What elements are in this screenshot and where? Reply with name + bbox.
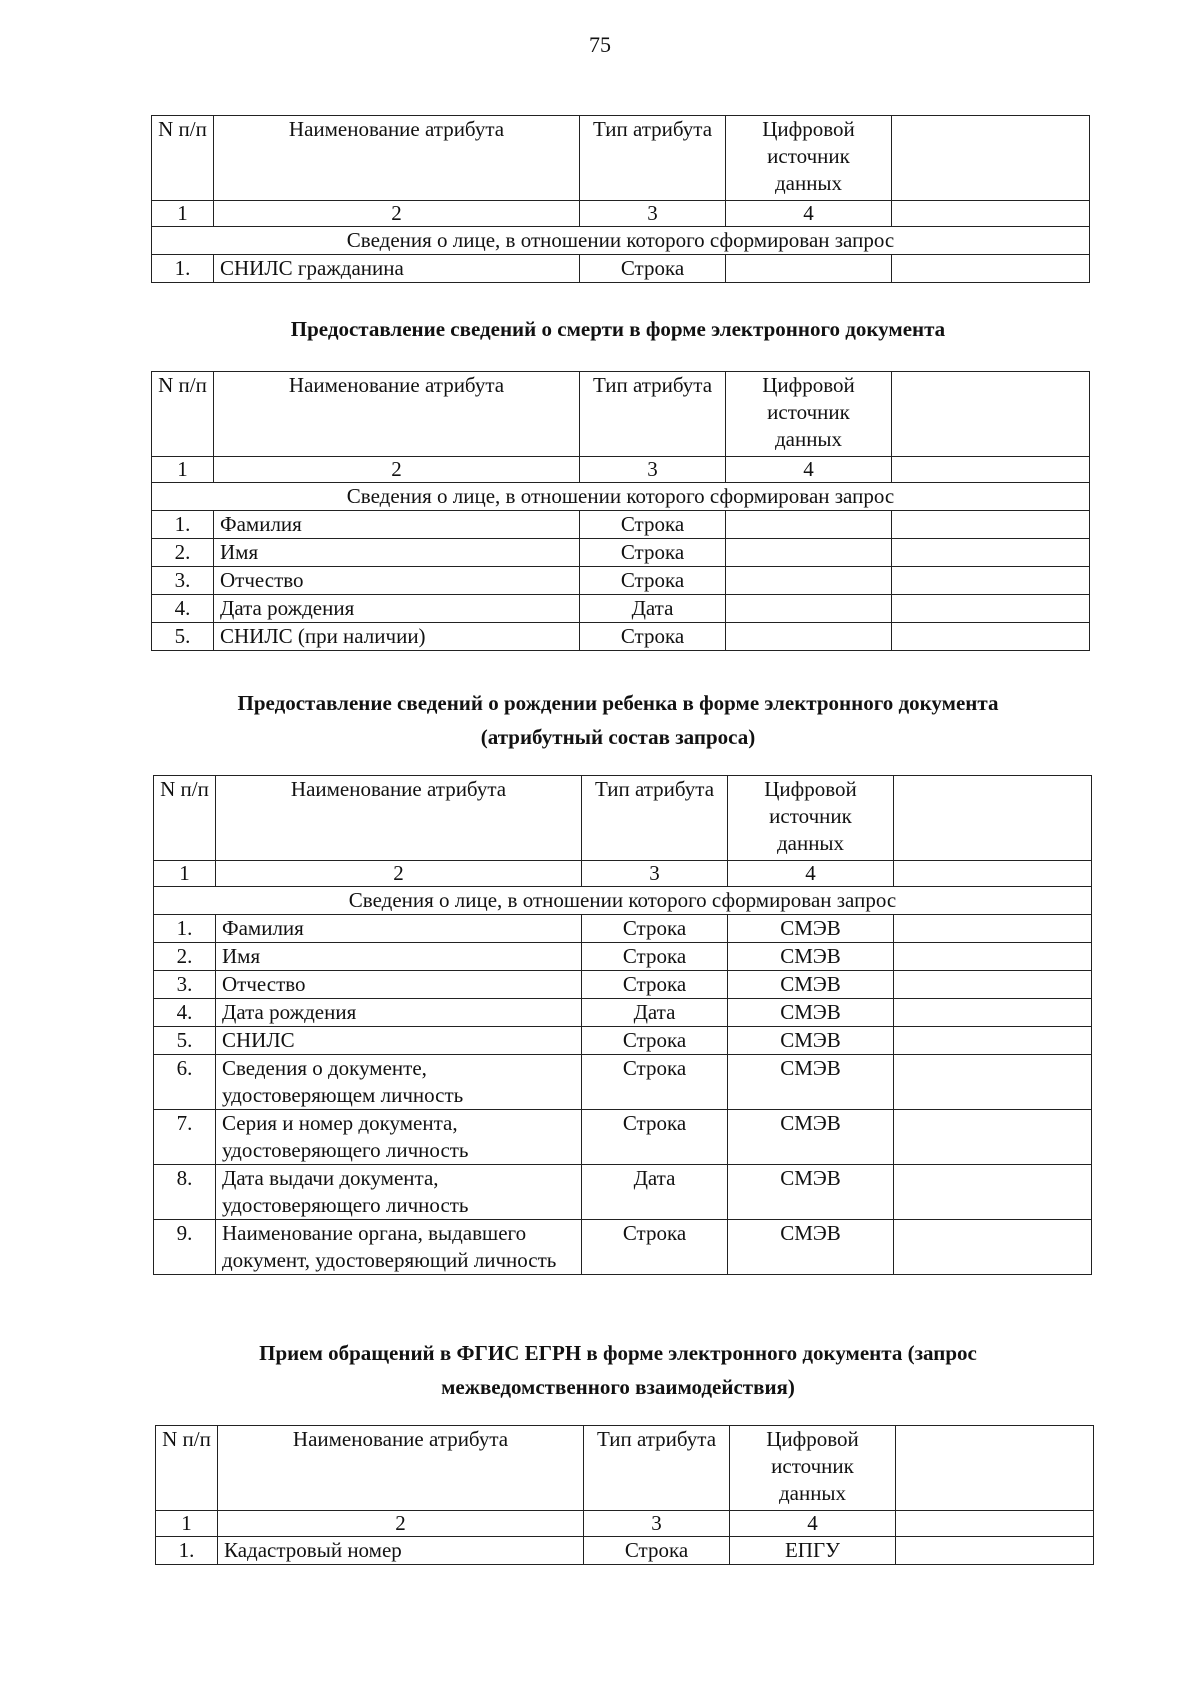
column-number: 2 xyxy=(214,457,580,483)
row-source: СМЭВ xyxy=(728,999,894,1027)
row-name: Кадастровый номер xyxy=(218,1537,584,1565)
table-header-row xyxy=(152,116,1090,201)
column-number: 4 xyxy=(726,201,892,227)
row-name: Отчество xyxy=(214,567,580,595)
table-row xyxy=(152,255,1090,283)
row-extra xyxy=(894,1220,1092,1275)
row-source: СМЭВ xyxy=(728,1027,894,1055)
row-extra xyxy=(892,567,1090,595)
row-source xyxy=(726,595,892,623)
row-source xyxy=(726,511,892,539)
row-source: СМЭВ xyxy=(728,1220,894,1275)
attribute-table-4 xyxy=(155,1425,1094,1565)
section-row xyxy=(152,483,1090,511)
row-extra xyxy=(892,255,1090,283)
row-source: СМЭВ xyxy=(728,1055,894,1110)
row-num: 8. xyxy=(154,1165,216,1220)
row-name: Имя xyxy=(214,539,580,567)
table-row xyxy=(154,1055,1092,1110)
row-num: 5. xyxy=(152,623,214,651)
table-row xyxy=(154,1027,1092,1055)
row-extra xyxy=(894,1027,1092,1055)
attribute-table-1 xyxy=(151,115,1090,283)
header-name: Наименование атрибута xyxy=(214,116,580,201)
row-num: 1. xyxy=(156,1537,218,1565)
attribute-table-3 xyxy=(153,775,1092,1275)
column-number-row xyxy=(154,861,1092,887)
table-row xyxy=(154,1165,1092,1220)
column-number-row xyxy=(156,1511,1094,1537)
row-extra xyxy=(896,1537,1094,1565)
row-name: Дата выдачи документа, удостоверяющего личность xyxy=(216,1165,582,1220)
column-number: 4 xyxy=(728,861,894,887)
table-row xyxy=(154,1220,1092,1275)
table-row xyxy=(154,999,1092,1027)
row-name: Отчество xyxy=(216,971,582,999)
header-type: Тип атрибута xyxy=(580,372,726,457)
section-title-line: Прием обращений в ФГИС ЕГРН в форме электронного документа (запрос xyxy=(259,1341,977,1365)
header-num: N п/п xyxy=(152,372,214,457)
row-name: Фамилия xyxy=(214,511,580,539)
table-row xyxy=(152,539,1090,567)
table-header-row xyxy=(152,372,1090,457)
table-row xyxy=(152,567,1090,595)
header-extra xyxy=(892,372,1090,457)
header-name: Наименование атрибута xyxy=(214,372,580,457)
column-number: 3 xyxy=(580,201,726,227)
row-num: 3. xyxy=(152,567,214,595)
row-type: Дата xyxy=(582,999,728,1027)
row-extra xyxy=(894,915,1092,943)
page-number: 75 xyxy=(589,32,611,57)
header-type: Тип атрибута xyxy=(582,776,728,861)
column-number: 2 xyxy=(218,1511,584,1537)
row-extra xyxy=(892,623,1090,651)
column-number: 3 xyxy=(584,1511,730,1537)
table-row xyxy=(154,971,1092,999)
row-type: Строка xyxy=(580,511,726,539)
row-num: 7. xyxy=(154,1110,216,1165)
row-source xyxy=(726,255,892,283)
row-name: Серия и номер документа, удостоверяющего личность xyxy=(216,1110,582,1165)
row-extra xyxy=(894,1110,1092,1165)
column-number: 1 xyxy=(152,201,214,227)
row-extra xyxy=(894,943,1092,971)
row-source: СМЭВ xyxy=(728,1110,894,1165)
section-row-label: Сведения о лице, в отношении которого сформирован запрос xyxy=(152,227,1090,255)
table-row xyxy=(152,511,1090,539)
row-num: 3. xyxy=(154,971,216,999)
row-name: СНИЛС гражданина xyxy=(214,255,580,283)
column-number xyxy=(892,201,1090,227)
header-num: N п/п xyxy=(154,776,216,861)
header-num: N п/п xyxy=(156,1426,218,1511)
row-source xyxy=(726,623,892,651)
row-num: 4. xyxy=(152,595,214,623)
table-row xyxy=(154,1110,1092,1165)
column-number: 1 xyxy=(156,1511,218,1537)
row-type: Дата xyxy=(582,1165,728,1220)
row-num: 2. xyxy=(154,943,216,971)
column-number: 1 xyxy=(154,861,216,887)
header-type: Тип атрибута xyxy=(584,1426,730,1511)
row-type: Строка xyxy=(580,567,726,595)
row-name: Наименование органа, выдавшего документ, удостоверяющий личность xyxy=(216,1220,582,1275)
row-num: 1. xyxy=(152,255,214,283)
section-title-line: Предоставление сведений о рождении ребенка в форме электронного документа xyxy=(237,691,999,715)
column-number xyxy=(896,1511,1094,1537)
section-title-death: Предоставление сведений о смерти в форме электронного документа xyxy=(290,317,946,341)
header-num: N п/п xyxy=(152,116,214,201)
row-type: Строка xyxy=(582,1110,728,1165)
row-name: Дата рождения xyxy=(214,595,580,623)
column-number: 2 xyxy=(216,861,582,887)
table-row xyxy=(154,943,1092,971)
header-type: Тип атрибута xyxy=(580,116,726,201)
column-number: 3 xyxy=(580,457,726,483)
section-row-label: Сведения о лице, в отношении которого сформирован запрос xyxy=(152,483,1090,511)
section-row xyxy=(154,887,1092,915)
header-source: Цифровой источник данных xyxy=(730,1426,896,1511)
row-source: СМЭВ xyxy=(728,971,894,999)
header-source: Цифровой источник данных xyxy=(726,116,892,201)
section-title-line: межведомственного взаимодействия) xyxy=(441,1375,795,1399)
row-name: Дата рождения xyxy=(216,999,582,1027)
header-source: Цифровой источник данных xyxy=(728,776,894,861)
row-name: Сведения о документе, удостоверяющем личность xyxy=(216,1055,582,1110)
row-type: Строка xyxy=(580,623,726,651)
column-number: 2 xyxy=(214,201,580,227)
row-num: 4. xyxy=(154,999,216,1027)
row-extra xyxy=(894,1165,1092,1220)
header-extra xyxy=(892,116,1090,201)
row-type: Строка xyxy=(580,255,726,283)
table-row xyxy=(152,623,1090,651)
row-num: 1. xyxy=(152,511,214,539)
row-extra xyxy=(894,999,1092,1027)
table-row xyxy=(156,1537,1094,1565)
row-num: 2. xyxy=(152,539,214,567)
column-number xyxy=(894,861,1092,887)
row-type: Строка xyxy=(582,1027,728,1055)
row-name: Имя xyxy=(216,943,582,971)
row-source xyxy=(726,539,892,567)
row-source: ЕПГУ xyxy=(730,1537,896,1565)
row-source: СМЭВ xyxy=(728,1165,894,1220)
row-type: Строка xyxy=(580,539,726,567)
column-number-row xyxy=(152,457,1090,483)
row-extra xyxy=(894,1055,1092,1110)
row-type: Строка xyxy=(582,971,728,999)
section-row-label: Сведения о лице, в отношении которого сформирован запрос xyxy=(154,887,1092,915)
column-number: 3 xyxy=(582,861,728,887)
row-type: Строка xyxy=(582,915,728,943)
column-number: 4 xyxy=(726,457,892,483)
header-source: Цифровой источник данных xyxy=(726,372,892,457)
row-extra xyxy=(892,539,1090,567)
header-extra xyxy=(896,1426,1094,1511)
row-type: Строка xyxy=(582,943,728,971)
row-extra xyxy=(894,971,1092,999)
column-number xyxy=(892,457,1090,483)
section-row xyxy=(152,227,1090,255)
section-title-egrn xyxy=(0,1336,1200,1404)
row-type: Строка xyxy=(584,1537,730,1565)
table-row xyxy=(154,915,1092,943)
row-type: Строка xyxy=(582,1220,728,1275)
header-extra xyxy=(894,776,1092,861)
section-title-birth xyxy=(0,686,1200,754)
row-num: 9. xyxy=(154,1220,216,1275)
row-num: 5. xyxy=(154,1027,216,1055)
column-number: 1 xyxy=(152,457,214,483)
row-type: Дата xyxy=(580,595,726,623)
attribute-table-2 xyxy=(151,371,1090,651)
row-name: Фамилия xyxy=(216,915,582,943)
table-row xyxy=(152,595,1090,623)
column-number: 4 xyxy=(730,1511,896,1537)
table-header-row xyxy=(154,776,1092,861)
row-source: СМЭВ xyxy=(728,915,894,943)
column-number-row xyxy=(152,201,1090,227)
header-name: Наименование атрибута xyxy=(216,776,582,861)
row-source xyxy=(726,567,892,595)
row-num: 6. xyxy=(154,1055,216,1110)
row-num: 1. xyxy=(154,915,216,943)
row-type: Строка xyxy=(582,1055,728,1110)
row-extra xyxy=(892,511,1090,539)
table-header-row xyxy=(156,1426,1094,1511)
section-title-line: (атрибутный состав запроса) xyxy=(480,725,756,749)
row-source: СМЭВ xyxy=(728,943,894,971)
row-name: СНИЛС (при наличии) xyxy=(214,623,580,651)
header-name: Наименование атрибута xyxy=(218,1426,584,1511)
row-extra xyxy=(892,595,1090,623)
row-name: СНИЛС xyxy=(216,1027,582,1055)
